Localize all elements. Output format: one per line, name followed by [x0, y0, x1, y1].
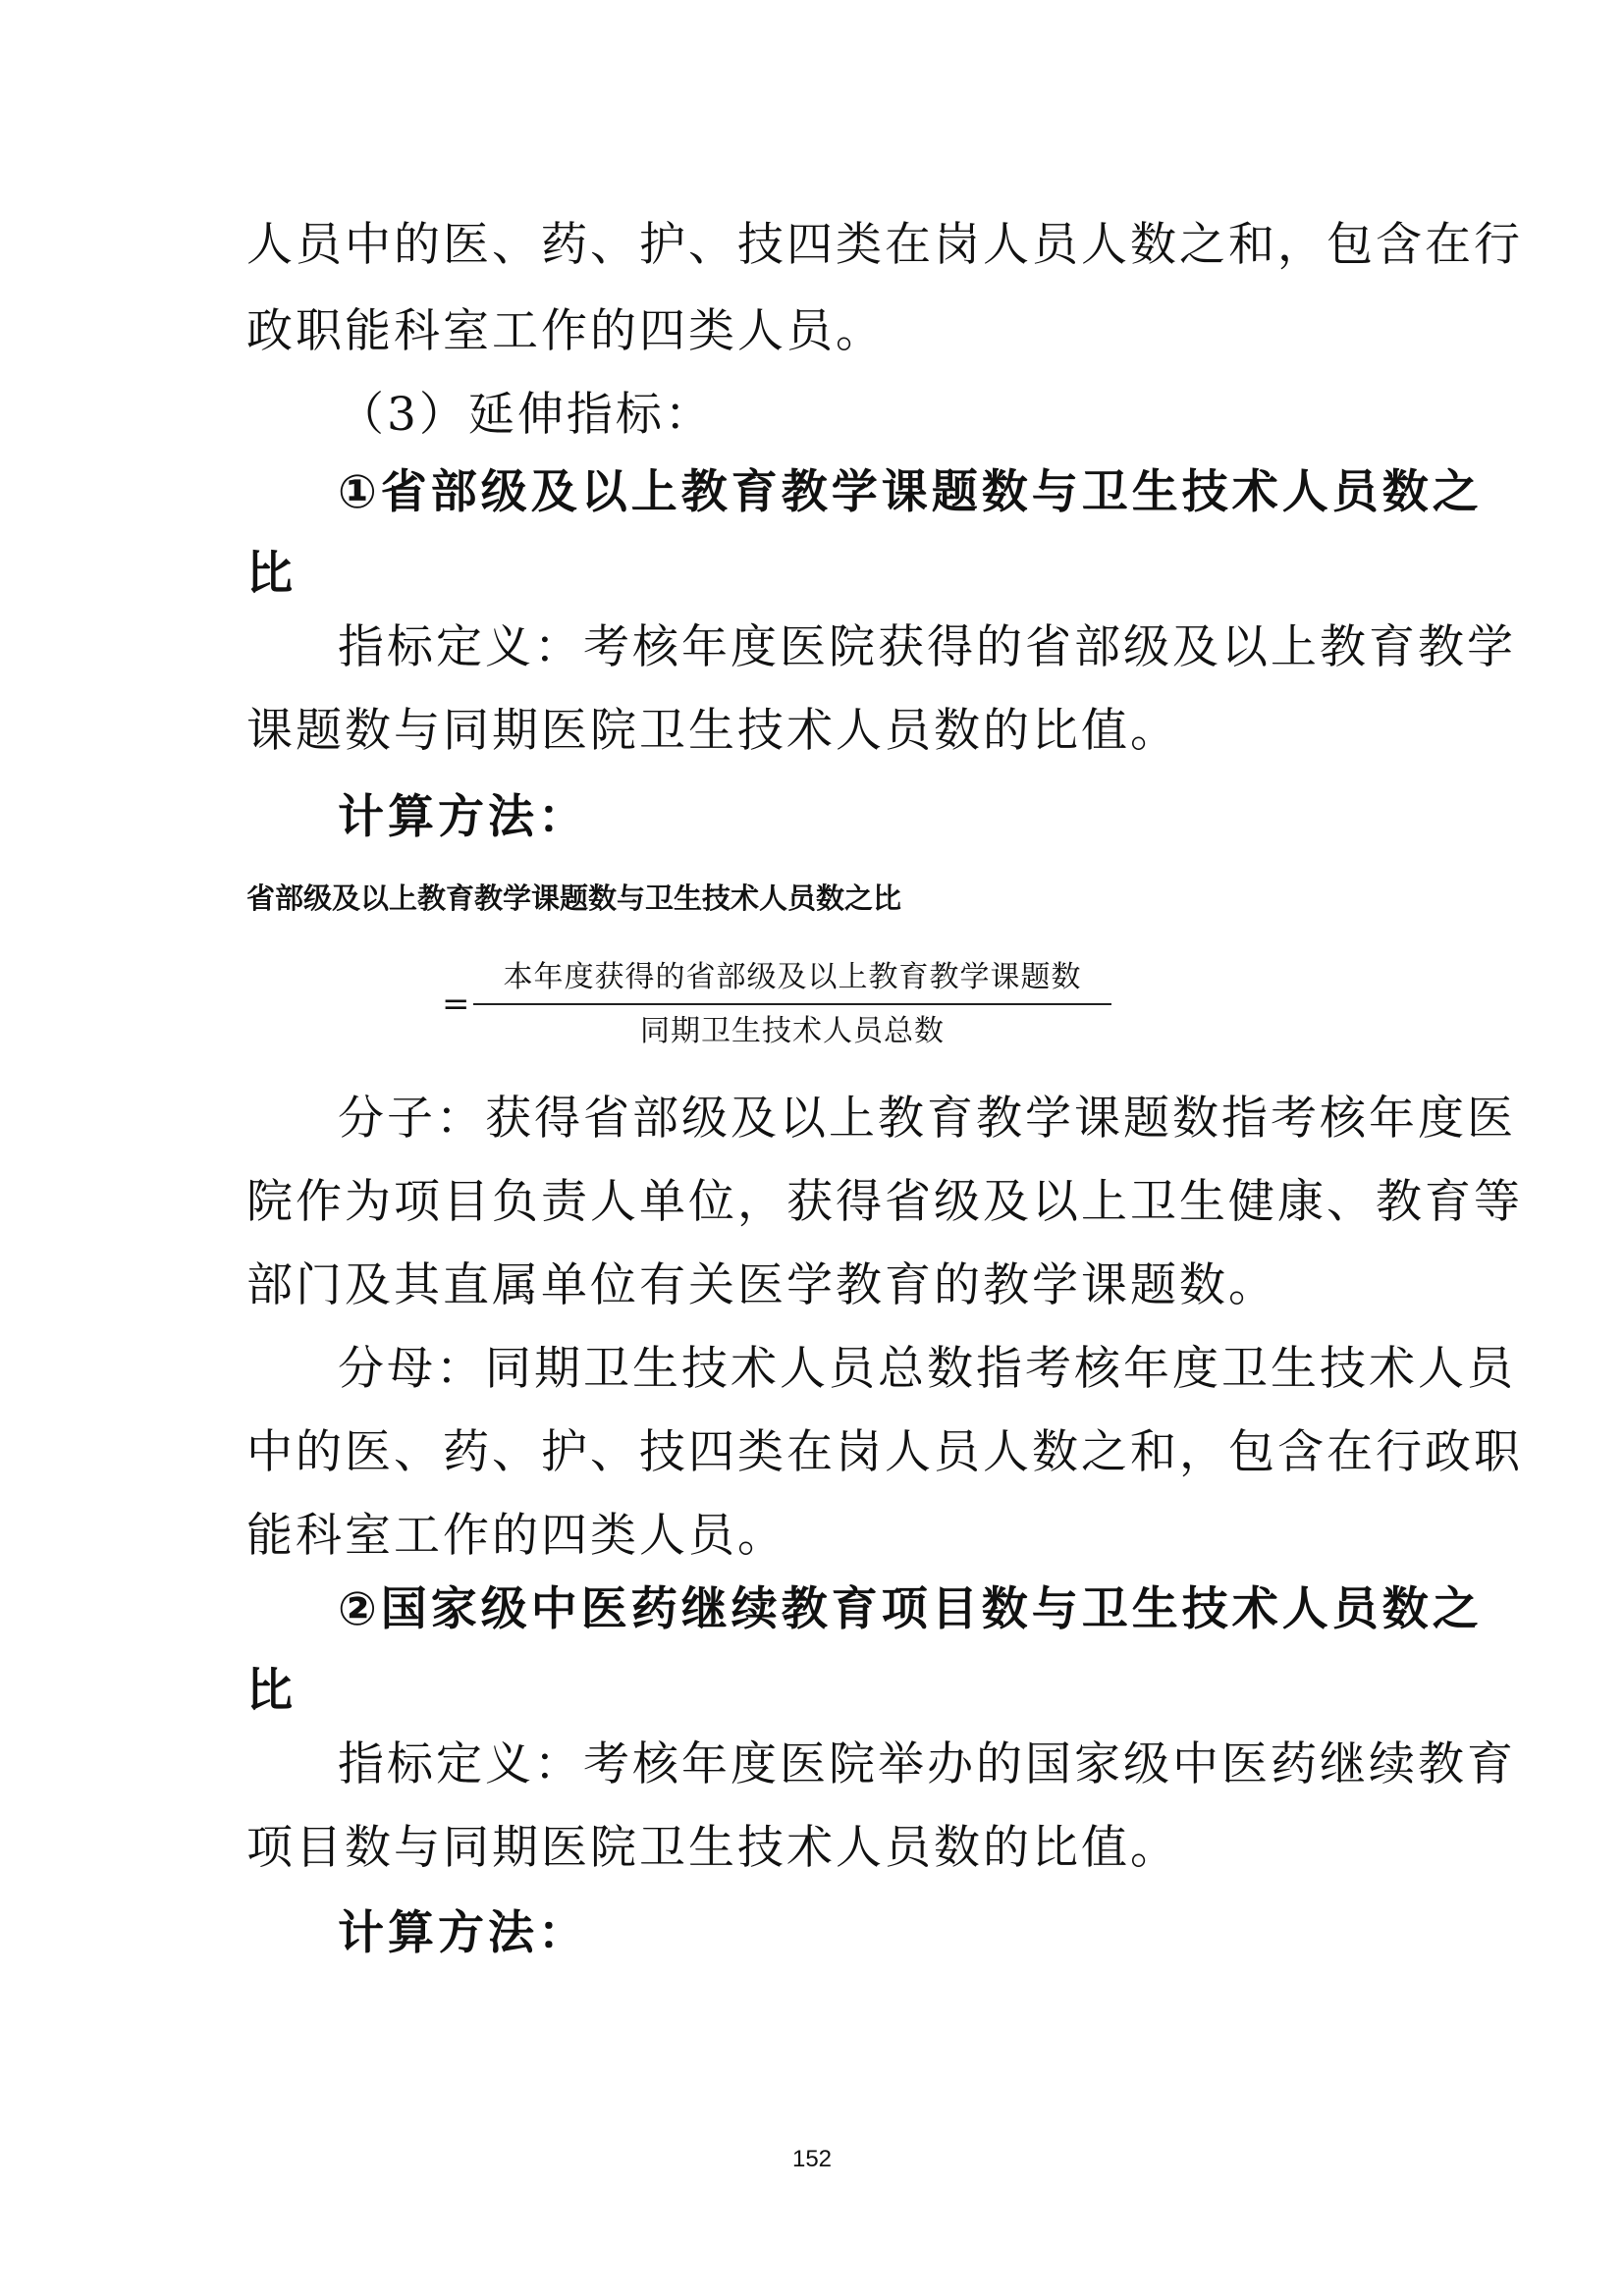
calc-method-heading: 计算方法：: [338, 790, 588, 844]
formula-fraction: [473, 957, 1111, 1052]
item-title: 比: [246, 1664, 297, 1718]
denominator-description: 分母：同期卫生技术人员总数指考核年度卫生技术人员: [338, 1342, 1516, 1396]
equals-sign: =: [442, 985, 470, 1024]
numerator-description: 分子：获得省部级及以上教育教学课题数指考核年度医: [338, 1092, 1516, 1146]
definition-line: 指标定义：考核年度医院获得的省部级及以上教育教学: [338, 620, 1516, 674]
item-title: ①省部级及以上教育教学课题数与卫生技术人员数之: [338, 465, 1483, 519]
item-title: ②国家级中医药继续教育项目数与卫生技术人员数之: [338, 1582, 1483, 1636]
numerator-description: 部门及其直属单位有关医学教育的教学课题数。: [246, 1258, 1277, 1312]
formula-denominator: 同期卫生技术人员总数: [640, 1014, 945, 1048]
denominator-description: 中的医、药、护、技四类在岗人员人数之和，包含在行政职: [246, 1425, 1523, 1479]
section-heading: （3）延伸指标：: [338, 388, 714, 442]
item-title: 比: [246, 547, 297, 601]
formula-label: 省部级及以上教育教学课题数与卫生技术人员数之比: [246, 881, 902, 915]
calc-method-heading: 计算方法：: [338, 1906, 588, 1960]
definition-line: 项目数与同期医院卫生技术人员数的比值。: [246, 1821, 1179, 1875]
page-number: 152: [791, 2146, 833, 2172]
formula-numerator: 本年度获得的省部级及以上教育教学课题数: [503, 960, 1082, 994]
definition-line: 课题数与同期医院卫生技术人员数的比值。: [246, 704, 1179, 758]
denominator-description: 能科室工作的四类人员。: [246, 1509, 786, 1563]
paragraph-line: 政职能科室工作的四类人员。: [246, 304, 885, 358]
definition-line: 指标定义：考核年度医院举办的国家级中医药继续教育: [338, 1737, 1516, 1791]
numerator-description: 院作为项目负责人单位，获得省级及以上卫生健康、教育等: [246, 1175, 1523, 1229]
paragraph-line: 人员中的医、药、护、技四类在岗人员人数之和，包含在行: [246, 218, 1523, 272]
